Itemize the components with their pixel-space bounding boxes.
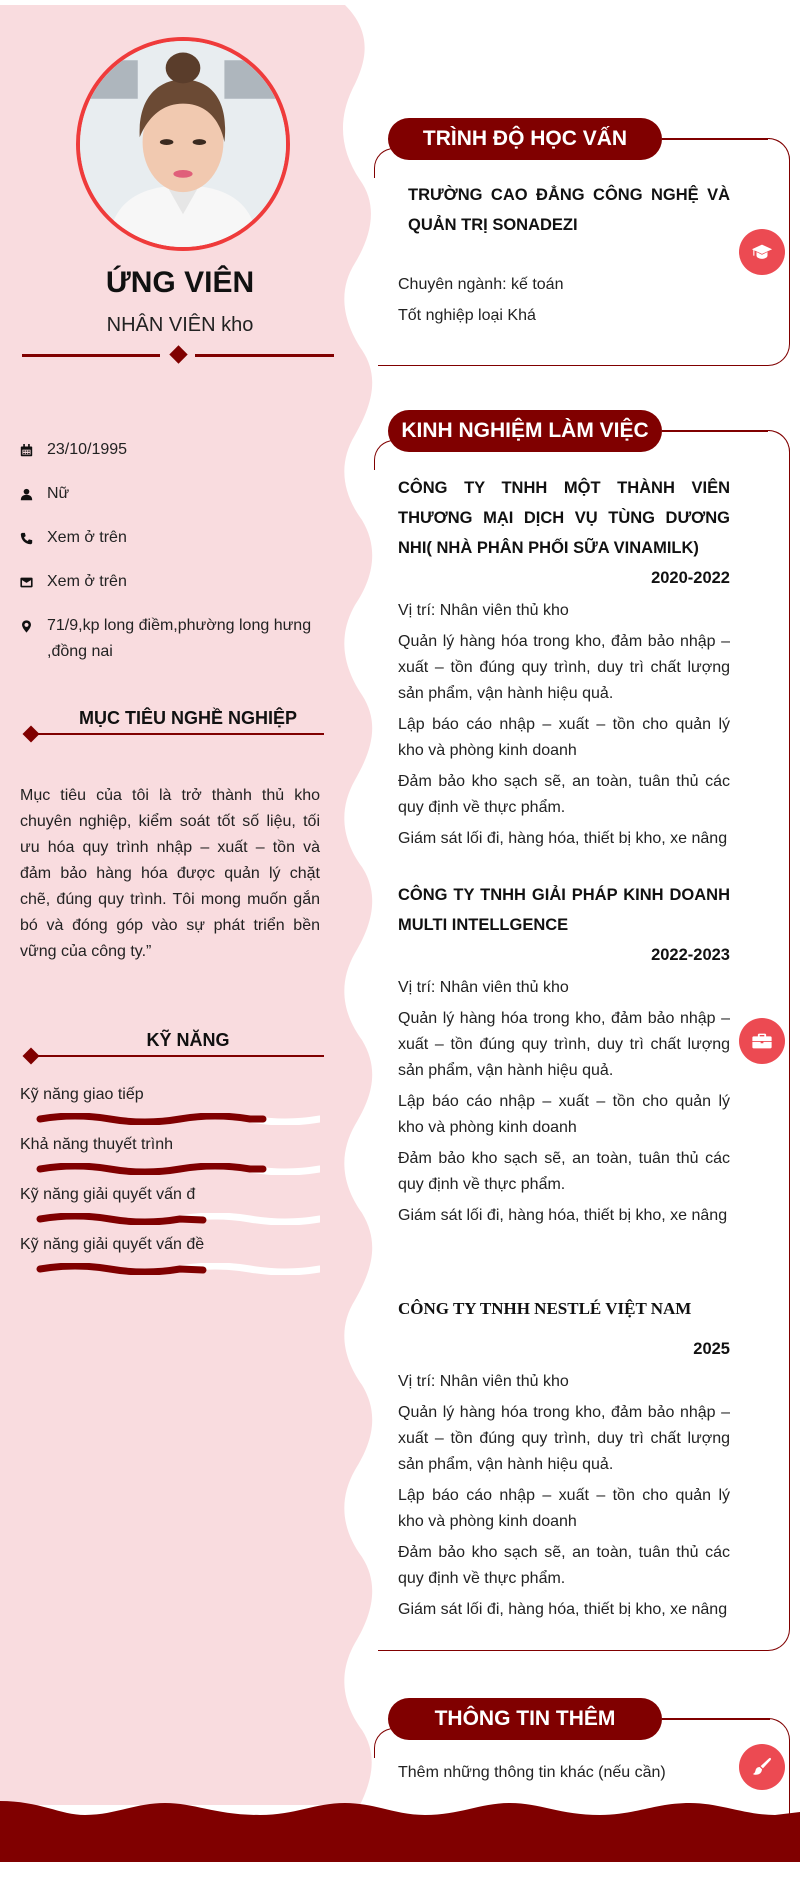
objective-text: Mục tiêu của tôi là trở thành thủ kho chuyên nghiệp, kiểm soát tốt số liệu, tối ưu hóa quy trình nhập – xuất – tồn và đảm bảo hàng hóa được quản lý chặt chẽ, đúng quy trình. Tôi mong muốn gắn bó và đóng góp vào sự phát triển bền vững của công ty.”: [20, 787, 320, 960]
contact-address: [20, 613, 340, 665]
contact-value: Xem ở trên: [47, 573, 127, 590]
job-position: Vị trí: Nhân viên thủ kho: [398, 979, 569, 996]
profile-photo: [80, 41, 286, 247]
contact-value: Xem ở trên: [47, 529, 127, 546]
card-corner: [768, 430, 790, 452]
job-position: Vị trí: Nhân viên thủ kho: [398, 1373, 569, 1390]
job-period: 2025: [693, 1340, 730, 1358]
card-corner: [768, 138, 790, 160]
skills-title: KỸ NĂNG: [146, 1030, 230, 1050]
graduation-cap-icon: [739, 229, 785, 275]
contact-email: [20, 569, 340, 595]
job-duty: Giám sát lối đi, hàng hóa, thiết bị kho, xe nâng: [398, 830, 728, 847]
job-duty: Giám sát lối đi, hàng hóa, thiết bị kho, xe nâng: [398, 1207, 728, 1224]
contact-value: 23/10/1995: [47, 441, 128, 458]
skill-bar: [35, 1113, 320, 1125]
footer-wave: [0, 1800, 800, 1862]
experience-title: KINH NGHIỆM LÀM VIỆC: [388, 410, 662, 452]
job-duty: Lập báo cáo nhập – xuất – tồn cho quản lý kho và phòng kinh doanh: [398, 716, 730, 759]
map-pin-icon: [20, 613, 47, 639]
skills-list: [20, 1083, 330, 1283]
job-duty: Đảm bảo kho sạch sẽ, an toàn, tuân thủ các quy định về thực phẩm.: [398, 1150, 730, 1193]
calendar-icon: [20, 437, 47, 463]
user-icon: [20, 481, 47, 507]
job-duty: Đảm bảo kho sạch sẽ, an toàn, tuân thủ các quy định về thực phẩm.: [398, 773, 730, 816]
job-company: CÔNG TY TNHH MỘT THÀNH VIÊN THƯƠNG MẠI DỊCH VỤ TÙNG DƯƠNG NHI( NHÀ PHÂN PHỐI SỮA VINAMILK): [398, 479, 730, 557]
job-entry: [398, 1294, 730, 1623]
skill-label: Khả năng thuyết trình: [20, 1136, 173, 1153]
card-top-line: [662, 430, 770, 432]
skill-bar: [35, 1213, 320, 1225]
additional-title: THÔNG TIN THÊM: [388, 1698, 662, 1740]
skill-label: Kỹ năng giải quyết vấn đề: [20, 1236, 205, 1253]
school-name: TRƯỜNG CAO ĐẲNG CÔNG NGHỆ VÀ QUẢN TRỊ SONADEZI: [408, 186, 730, 234]
contact-value: 71/9,kp long điềm,phường long hưng ,đồng nai: [47, 617, 312, 660]
job-company: CÔNG TY TNHH GIẢI PHÁP KINH DOANH MULTI INTELLGENCE: [398, 886, 730, 934]
education-major: Chuyên ngành: kế toán: [398, 276, 564, 293]
contact-birthdate: [20, 437, 340, 463]
email-icon: [20, 569, 47, 595]
contact-value: Nữ: [47, 485, 70, 502]
education-grade: Tốt nghiệp loại Khá: [398, 307, 536, 324]
contact-list: [20, 437, 340, 683]
job-duty: Quản lý hàng hóa trong kho, đảm bảo nhập – xuất – tồn đúng quy trình, duy trì chất lượng sản phẩm, vận hành hiệu quả.: [398, 1010, 730, 1079]
skill-label: Kỹ năng giao tiếp: [20, 1086, 144, 1103]
education-title: TRÌNH ĐỘ HỌC VẤN: [388, 118, 662, 160]
card-top-line: [662, 138, 770, 140]
job-company: CÔNG TY TNHH NESTLÉ VIỆT NAM: [398, 1299, 692, 1318]
skill-label: Kỹ năng giải quyết vấn đ: [20, 1186, 196, 1203]
job-duty: Đảm bảo kho sạch sẽ, an toàn, tuân thủ các quy định về thực phẩm.: [398, 1544, 730, 1587]
skills-heading: [22, 1030, 324, 1060]
job-period: 2020-2022: [651, 569, 730, 587]
briefcase-icon: [739, 1018, 785, 1064]
name-divider: [22, 350, 334, 360]
job-period: 2022-2023: [651, 946, 730, 964]
job-entry: [398, 880, 730, 1229]
job-duty: Quản lý hàng hóa trong kho, đảm bảo nhập – xuất – tồn đúng quy trình, duy trì chất lượng sản phẩm, vận hành hiệu quả.: [398, 1404, 730, 1473]
objective-heading: [22, 708, 324, 738]
job-position: Vị trí: Nhân viên thủ kho: [398, 602, 569, 619]
skill-item: [20, 1133, 330, 1183]
skill-item: [20, 1083, 330, 1133]
job-duty: Quản lý hàng hóa trong kho, đảm bảo nhập – xuất – tồn đúng quy trình, duy trì chất lượng sản phẩm, vận hành hiệu quả.: [398, 633, 730, 702]
skill-bar: [35, 1263, 320, 1275]
job-entry: [398, 473, 730, 852]
skill-item: [20, 1183, 330, 1233]
contact-gender: [20, 481, 340, 507]
skill-bar: [35, 1163, 320, 1175]
job-duty: Giám sát lối đi, hàng hóa, thiết bị kho, xe nâng: [398, 1601, 728, 1618]
additional-text: Thêm những thông tin khác (nếu cần): [398, 1764, 666, 1781]
candidate-role: NHÂN VIÊN kho: [106, 314, 254, 336]
education-content: [398, 180, 730, 329]
phone-icon: [20, 525, 47, 551]
contact-phone: [20, 525, 340, 551]
candidate-name: ỨNG VIÊN: [105, 266, 255, 299]
objective-title: MỤC TIÊU NGHỀ NGHIỆP: [78, 708, 297, 728]
card-top-line: [662, 1718, 770, 1720]
job-duty: Lập báo cáo nhập – xuất – tồn cho quản lý kho và phòng kinh doanh: [398, 1487, 730, 1530]
additional-content: [398, 1760, 730, 1786]
job-duty: Lập báo cáo nhập – xuất – tồn cho quản lý kho và phòng kinh doanh: [398, 1093, 730, 1136]
avatar: [76, 37, 290, 251]
skill-item: [20, 1233, 330, 1283]
paint-brush-icon: [739, 1744, 785, 1790]
